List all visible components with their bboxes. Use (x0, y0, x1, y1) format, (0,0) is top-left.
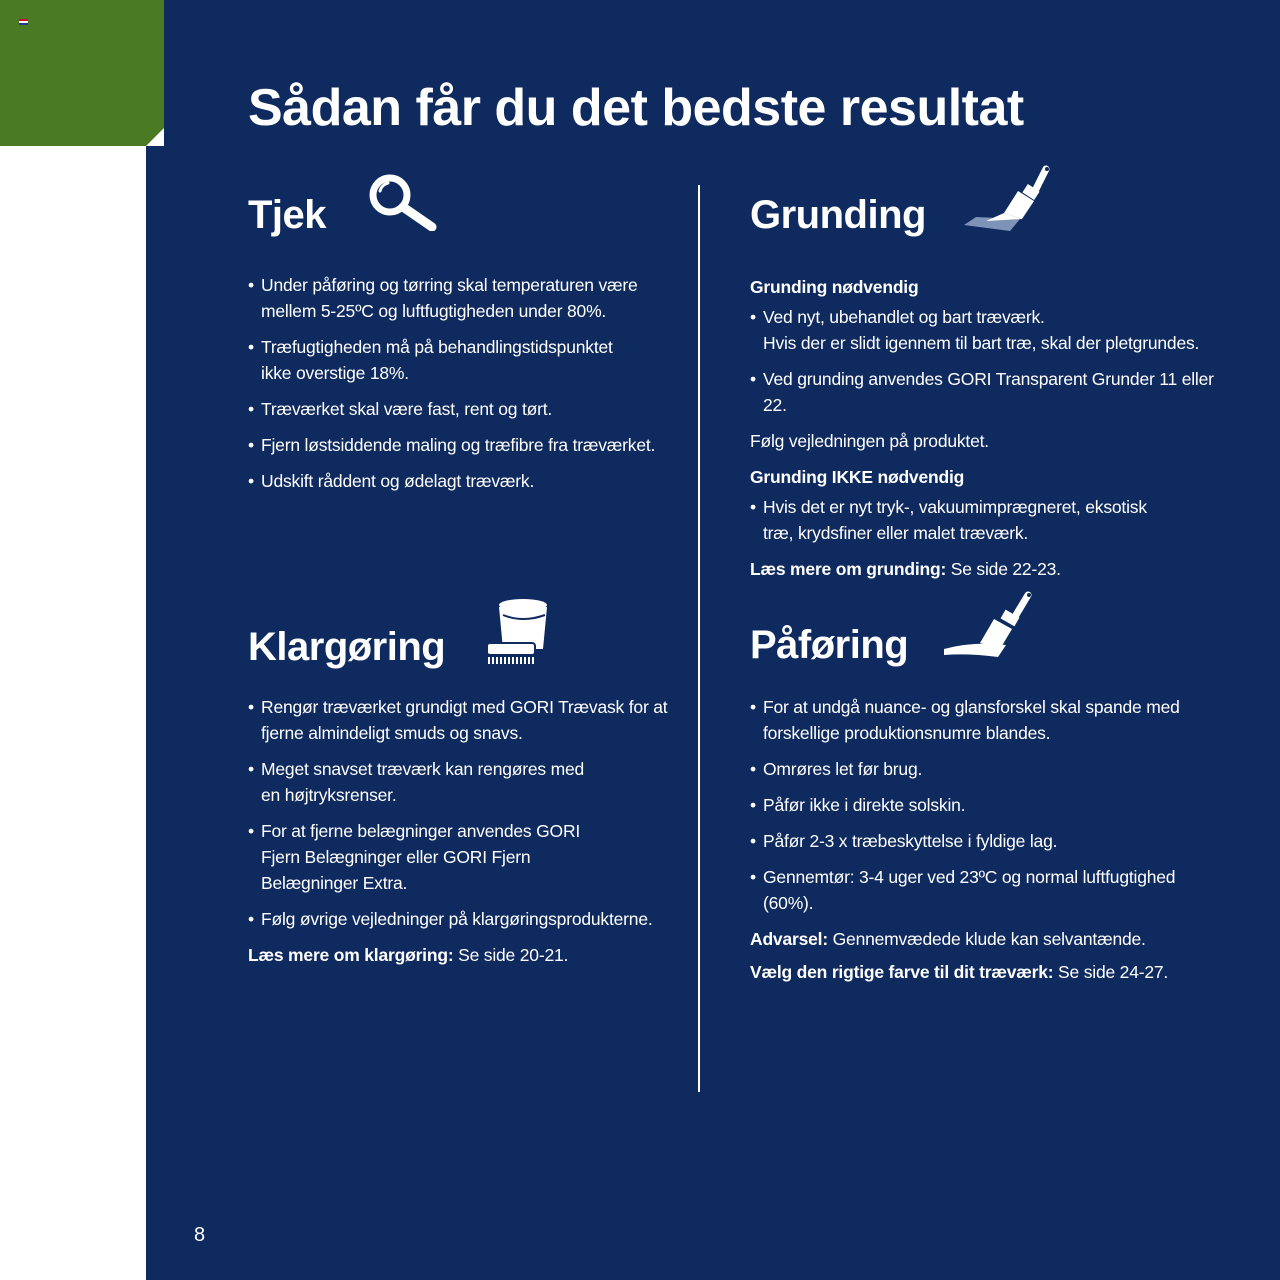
grunding-not-needed-bullet: • Hvis det er nyt tryk-, vakuumimprægneret, eksotisk træ, krydsfiner eller malet træværk. (750, 494, 1220, 546)
column-divider (698, 185, 700, 1092)
danish-flag-icon (19, 19, 28, 25)
klargoring-bullet: • Følg øvrige vejledninger på klargøringsprodukterne. (248, 906, 668, 932)
klargoring-title: Klargøring (248, 625, 446, 669)
grunding-needed-heading: Grunding nødvendig (750, 277, 919, 297)
paforing-warning-text: Gennemvædede klude kan selvantænde. (827, 929, 1146, 949)
section-grunding (750, 176, 1220, 582)
klargoring-reference (248, 942, 668, 968)
paforing-color-reference (750, 959, 1220, 985)
paforing-title: Påføring (750, 623, 909, 667)
klargoring-bullet: • Meget snavset træværk kan rengøres med en højtryksrenser. (248, 756, 668, 808)
paforing-bullet: • For at undgå nuance- og glansforskel skal spande med forskellige produktionsnumre blandes. (750, 694, 1220, 746)
section-paforing (750, 596, 1220, 985)
klargoring-ref-label: Læs mere om klargøring: (248, 945, 454, 965)
section-tjek (248, 176, 668, 504)
section-klargoring (248, 600, 668, 968)
magnifier-icon (366, 171, 438, 236)
tjek-bullet: • Udskift råddent og ødelagt træværk. (248, 468, 668, 494)
paforing-bullet: • Påfør 2-3 x træbeskyttelse i fyldige lag. (750, 828, 1220, 854)
paforing-color-text: Se side 24-27. (1053, 962, 1169, 982)
paforing-bullet: • Gennemtør: 3-4 uger ved 23ºC og normal luftfugtighed (60%). (750, 864, 1220, 916)
grunding-needed-continuation: Hvis der er slidt igennem til bart træ, skal der pletgrundes. (763, 333, 1200, 353)
tjek-bullet: • Træværket skal være fast, rent og tørt. (248, 396, 668, 422)
grunding-title: Grunding (750, 193, 926, 237)
grunding-needed-bullet: • Ved grunding anvendes GORI Transparent Grunder 11 eller 22. (750, 366, 1220, 418)
tjek-bullet: • Træfugtigheden må på behandlingstidspunktet ikke overstige 18%. (248, 334, 668, 386)
brush-primer-icon (964, 165, 1054, 238)
paforing-warning (750, 926, 1220, 952)
paforing-bullet: • Omrøres let før brug. (750, 756, 1220, 782)
grunding-reference (750, 556, 1220, 582)
page-title: Sådan får du det bedste resultat (248, 79, 1024, 137)
paforing-warning-label: Advarsel: (750, 929, 828, 949)
klargoring-ref-text: Se side 20-21. (453, 945, 569, 965)
klargoring-bullet: • For at fjerne belægninger anvendes GORI Fjern Belægninger eller GORI Fjern Belægninger Extra. (248, 818, 668, 896)
tjek-bullet: • Fjern løstsiddende maling og træfibre fra træværket. (248, 432, 668, 458)
grunding-follow-text: Følg vejledningen på produktet. (750, 431, 989, 451)
grunding-needed-bullet: • Ved nyt, ubehandlet og bart træværk. (750, 304, 1220, 330)
tjek-title: Tjek (248, 193, 327, 237)
brush-stroke-icon (944, 591, 1036, 666)
klargoring-bullet: • Rengør træværket grundigt med GORI Trævask for at fjerne almindeligt smuds og snavs. (248, 694, 668, 746)
grunding-ref-text: Se side 22-23. (946, 559, 1061, 579)
paforing-bullet: • Påfør ikke i direkte solskin. (750, 792, 1220, 818)
tjek-bullet: • Under påføring og tørring skal temperaturen være mellem 5-25ºC og luftfugtigheden under 80%. (248, 272, 668, 324)
bucket-brush-icon (485, 597, 549, 670)
page-number: 8 (194, 1224, 206, 1246)
paforing-color-label: Vælg den rigtige farve til dit træværk: (750, 962, 1054, 982)
grunding-ref-label: Læs mere om grunding: (750, 559, 947, 579)
grunding-not-needed-heading: Grunding IKKE nødvendig (750, 467, 965, 487)
